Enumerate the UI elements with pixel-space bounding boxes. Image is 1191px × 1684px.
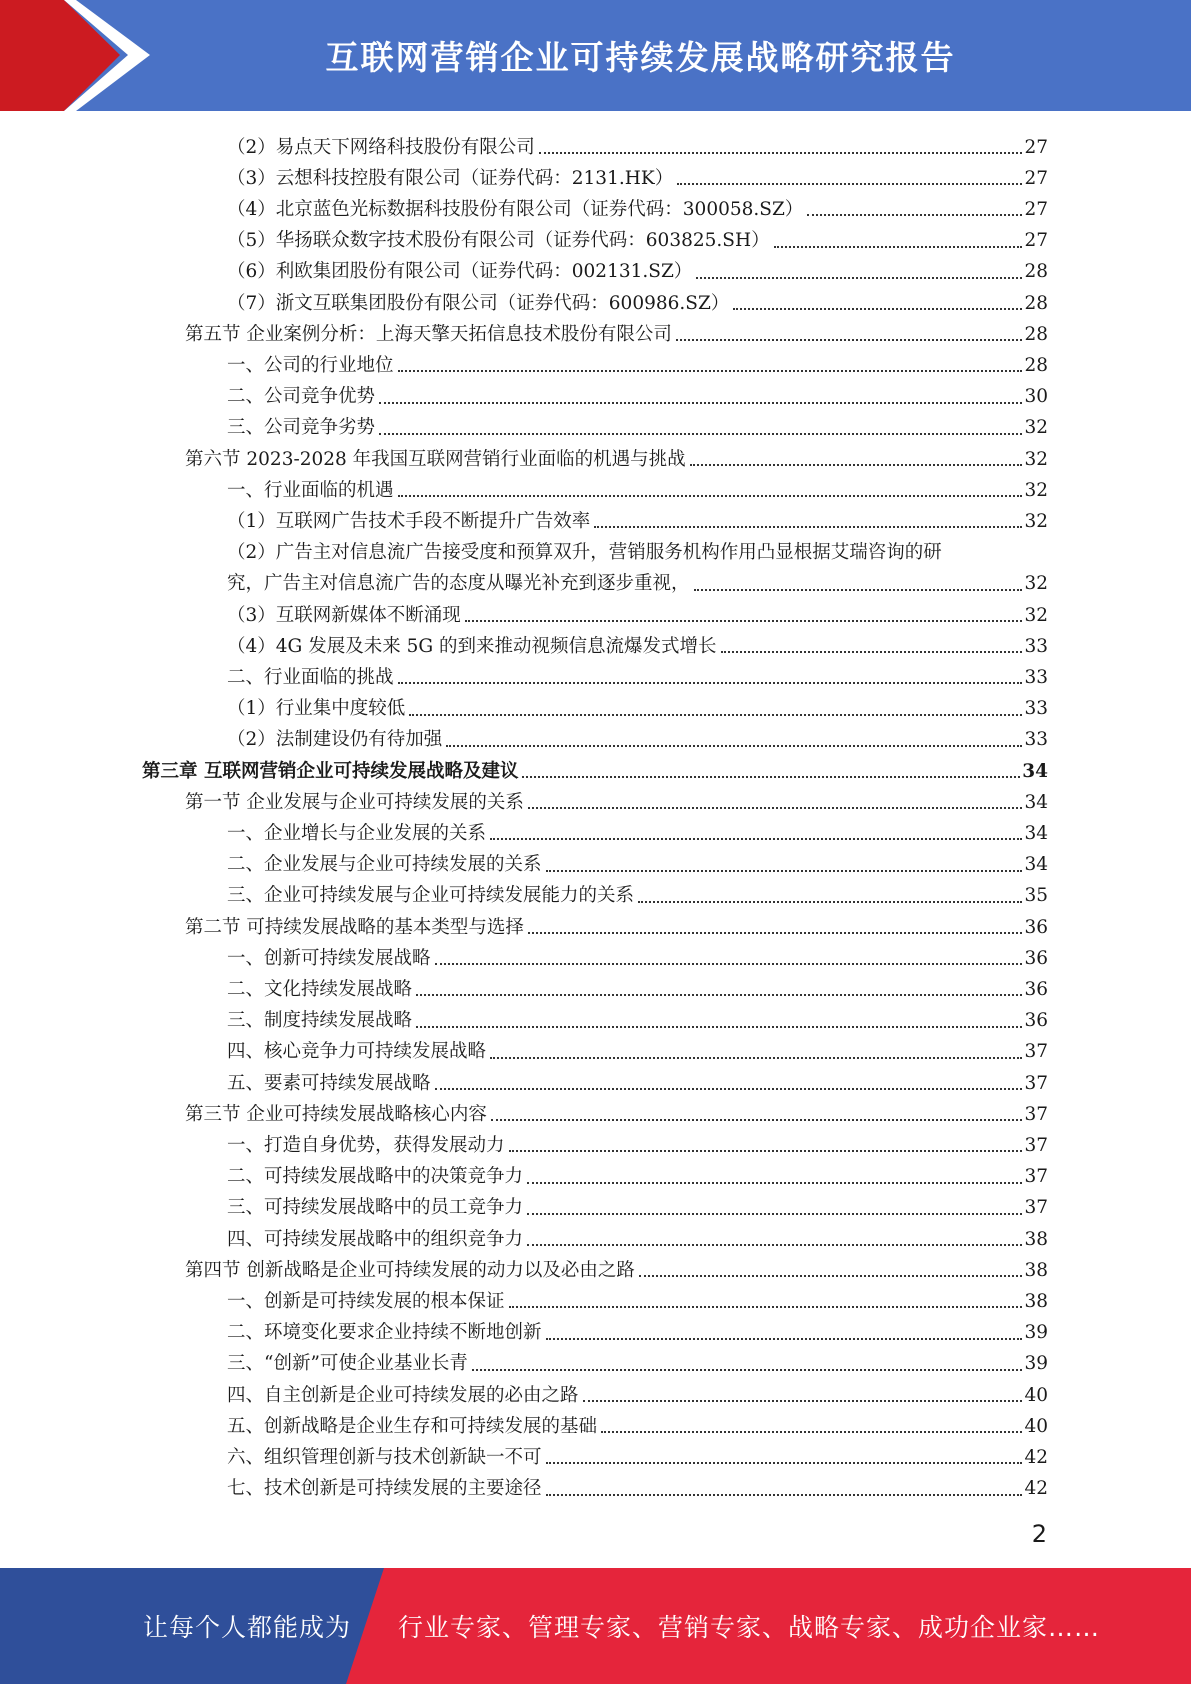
toc-page-number: 32 <box>1024 417 1048 439</box>
toc-section[interactable] <box>185 1093 1048 1124</box>
toc-entry[interactable] <box>227 1062 1048 1093</box>
toc-leader-dots <box>594 526 1022 528</box>
toc-leader-dots <box>416 994 1022 996</box>
toc-leader-dots <box>690 464 1023 466</box>
toc-entry-title: 三、可持续发展战略中的员工竞争力 <box>227 1197 524 1219</box>
toc-leader-dots <box>539 152 1023 154</box>
toc-leader-dots <box>527 1182 1022 1184</box>
toc-page-number: 28 <box>1024 292 1048 314</box>
toc-page-number: 36 <box>1024 978 1048 1000</box>
toc-section[interactable] <box>185 906 1048 937</box>
toc-entry-title: （7）浙文互联集团股份有限公司（证券代码：600986.SZ） <box>227 292 730 314</box>
toc-page-number: 34 <box>1022 760 1048 782</box>
toc-page-number: 37 <box>1024 1041 1048 1063</box>
toc-entry-title: 第五节 企业案例分析：上海天擎天拓信息技术股份有限公司 <box>185 323 672 345</box>
toc-entry[interactable] <box>227 220 1048 251</box>
toc-page-number: 36 <box>1024 916 1048 938</box>
toc-page-number: 34 <box>1024 791 1048 813</box>
toc-leader-dots <box>546 870 1023 872</box>
toc-leader-dots <box>528 807 1023 809</box>
toc-entry-title: （2）易点天下网络科技股份有限公司 <box>227 136 535 158</box>
toc-entry-title: 二、行业面临的挑战 <box>227 666 394 688</box>
toc-entry[interactable] <box>227 1031 1048 1062</box>
toc-entry-title: 二、可持续发展战略中的决策竞争力 <box>227 1166 524 1188</box>
toc-section[interactable] <box>185 1249 1048 1280</box>
toc-entry-title: 二、文化持续发展战略 <box>227 978 413 1000</box>
page-number: 2 <box>1031 1520 1047 1548</box>
toc-page-number: 39 <box>1024 1353 1048 1375</box>
toc-leader-dots <box>435 1088 1023 1090</box>
toc-leader-dots <box>379 433 1022 435</box>
toc-leader-dots <box>546 1338 1023 1340</box>
toc-entry[interactable] <box>227 469 1048 500</box>
toc-leader-dots <box>721 651 1023 653</box>
toc-page-number: 42 <box>1024 1478 1048 1500</box>
toc-leader-dots <box>398 495 1023 497</box>
toc-leader-dots <box>490 1057 1022 1059</box>
toc-entry-title: （4）北京蓝色光标数据科技股份有限公司（证券代码：300058.SZ） <box>227 198 804 220</box>
toc-entry[interactable] <box>227 1374 1048 1405</box>
toc-page-number: 32 <box>1024 573 1048 595</box>
toc-page-number: 37 <box>1024 1072 1048 1094</box>
toc-page-number: 38 <box>1024 1259 1048 1281</box>
toc-entry[interactable] <box>227 407 1048 438</box>
toc-entry[interactable] <box>227 1187 1048 1218</box>
toc-page-number: 37 <box>1024 1166 1048 1188</box>
toc-entry-title: （2）法制建设仍有待加强 <box>227 729 443 751</box>
toc-entry[interactable] <box>227 844 1048 875</box>
toc-entry-title: （5）华扬联众数字技术股份有限公司（证券代码：603825.SH） <box>227 230 770 252</box>
toc-entry-title: 六、组织管理创新与技术创新缺一不可 <box>227 1446 542 1468</box>
toc-entry[interactable] <box>227 188 1048 219</box>
toc-page-number: 33 <box>1024 698 1048 720</box>
toc-entry[interactable] <box>227 1436 1048 1467</box>
toc-leader-dots <box>472 1369 1023 1371</box>
toc-entry[interactable] <box>227 1156 1048 1187</box>
toc-page-number: 34 <box>1024 822 1048 844</box>
toc-leader-dots <box>583 1400 1023 1402</box>
toc-page-number: 36 <box>1024 947 1048 969</box>
toc-entry[interactable] <box>227 594 1048 625</box>
toc-leader-dots <box>677 183 1022 185</box>
toc-entry-title: 一、创新是可持续发展的根本保证 <box>227 1290 505 1312</box>
toc-entry-title: 一、创新可持续发展战略 <box>227 947 431 969</box>
toc-leader-dots <box>435 963 1023 965</box>
toc-entry-title: 第三节 企业可持续发展战略核心内容 <box>185 1103 487 1125</box>
toc-leader-dots <box>546 1462 1023 1464</box>
toc-entry-title: （3）云想科技控股有限公司（证券代码：2131.HK） <box>227 167 674 189</box>
toc-leader-dots <box>546 1494 1023 1496</box>
toc-entry-title: 四、核心竞争力可持续发展战略 <box>227 1041 487 1063</box>
toc-page-number: 33 <box>1024 729 1048 751</box>
toc-leader-dots <box>528 932 1023 934</box>
toc-entry-title: 究，广告主对信息流广告的态度从曝光补充到逐步重视， <box>227 573 690 595</box>
page-footer <box>0 1568 1191 1684</box>
toc-leader-dots <box>676 339 1023 341</box>
toc-entry-title: 一、企业增长与企业发展的关系 <box>227 822 487 844</box>
toc-entry-title: 四、自主创新是企业可持续发展的必由之路 <box>227 1384 579 1406</box>
toc-leader-dots <box>639 1275 1023 1277</box>
toc-entry-line <box>227 532 1048 563</box>
toc-leader-dots <box>733 308 1022 310</box>
toc-leader-dots <box>416 1026 1022 1028</box>
toc-entry[interactable] <box>227 719 1048 750</box>
toc-page-number: 40 <box>1024 1415 1048 1437</box>
toc-section[interactable] <box>185 313 1048 344</box>
toc-page-number: 27 <box>1024 167 1048 189</box>
toc-page-number: 37 <box>1024 1103 1048 1125</box>
toc-entry[interactable] <box>227 875 1048 906</box>
toc-page-number: 28 <box>1024 354 1048 376</box>
toc-entry-title: 第六节 2023-2028 年我国互联网营销行业面临的机遇与挑战 <box>185 448 686 470</box>
toc-entry-title: 二、环境变化要求企业持续不断地创新 <box>227 1322 542 1344</box>
toc-leader-dots <box>527 1244 1022 1246</box>
toc-entry[interactable] <box>227 1468 1048 1499</box>
toc-entry-title: 三、制度持续发展战略 <box>227 1010 413 1032</box>
toc-entry-title: 五、要素可持续发展战略 <box>227 1072 431 1094</box>
toc-page-number: 40 <box>1024 1384 1048 1406</box>
toc-leader-dots <box>638 901 1022 903</box>
toc-entry[interactable] <box>227 376 1048 407</box>
toc-leader-dots <box>694 589 1023 591</box>
toc-entry-title: 三、公司竞争劣势 <box>227 417 376 439</box>
toc-page-number: 34 <box>1024 854 1048 876</box>
toc-page-number: 32 <box>1024 479 1048 501</box>
page-header <box>0 0 1191 111</box>
toc-entry-title: 五、创新战略是企业生存和可持续发展的基础 <box>227 1415 598 1437</box>
toc-entry[interactable] <box>227 625 1048 656</box>
toc-leader-dots <box>509 1150 1023 1152</box>
toc-entry-title: 第三章 互联网营销企业可持续发展战略及建议 <box>142 760 519 782</box>
toc-leader-dots <box>522 776 1020 778</box>
toc-page-number: 37 <box>1024 1134 1048 1156</box>
toc-entry[interactable] <box>227 812 1048 843</box>
footer-slogan-right: 行业专家、管理专家、营销专家、战略专家、成功企业家…… <box>398 1613 1101 1642</box>
toc-leader-dots <box>601 1431 1022 1433</box>
toc-page-number: 42 <box>1024 1446 1048 1468</box>
toc-entry[interactable] <box>227 688 1048 719</box>
toc-entry[interactable] <box>227 157 1048 188</box>
toc-page-number: 39 <box>1024 1322 1048 1344</box>
toc-leader-dots <box>807 214 1022 216</box>
toc-leader-dots <box>774 246 1023 248</box>
toc-page-number: 28 <box>1024 261 1048 283</box>
toc-chapter[interactable] <box>142 750 1048 781</box>
toc-leader-dots <box>379 402 1022 404</box>
toc-page-number: 27 <box>1024 136 1048 158</box>
toc-entry-title: 一、打造自身优势，获得发展动力 <box>227 1134 505 1156</box>
toc-entry[interactable] <box>227 500 1048 531</box>
toc-entry[interactable] <box>227 251 1048 282</box>
toc-page-number: 36 <box>1024 1010 1048 1032</box>
toc-entry[interactable] <box>227 563 1048 594</box>
report-title: 互联网营销企业可持续发展战略研究报告 <box>325 38 956 77</box>
toc-entry[interactable] <box>227 1124 1048 1155</box>
toc-entry-title: 二、企业发展与企业可持续发展的关系 <box>227 854 542 876</box>
toc-section[interactable] <box>185 781 1048 812</box>
toc-entry-title: 七、技术创新是可持续发展的主要途径 <box>227 1478 542 1500</box>
toc-entry-title: （1）互联网广告技术手段不断提升广告效率 <box>227 510 591 532</box>
toc-entry-title: 三、企业可持续发展与企业可持续发展能力的关系 <box>227 885 635 907</box>
toc-leader-dots <box>398 370 1023 372</box>
toc-entry-title: 二、公司竞争优势 <box>227 386 376 408</box>
toc-entry[interactable] <box>227 1405 1048 1436</box>
toc-page-number: 38 <box>1024 1290 1048 1312</box>
toc-page-number: 28 <box>1024 323 1048 345</box>
toc-entry[interactable] <box>227 1312 1048 1343</box>
toc-entry-title: （3）互联网新媒体不断涌现 <box>227 604 461 626</box>
toc-page-number: 32 <box>1024 448 1048 470</box>
toc-entry-title: 第二节 可持续发展战略的基本类型与选择 <box>185 916 524 938</box>
toc-page-number: 38 <box>1024 1228 1048 1250</box>
footer-slogan-left: 让每个人都能成为 <box>143 1613 352 1642</box>
toc-leader-dots <box>465 620 1023 622</box>
toc-entry[interactable] <box>227 1218 1048 1249</box>
toc-entry-title: （4）4G 发展及未来 5G 的到来推动视频信息流爆发式增长 <box>227 635 717 657</box>
toc-page-number: 30 <box>1024 386 1048 408</box>
toc-leader-dots <box>509 1306 1023 1308</box>
toc-section[interactable] <box>185 438 1048 469</box>
toc-entry[interactable] <box>227 126 1048 157</box>
toc-leader-dots <box>446 745 1022 747</box>
toc-entry[interactable] <box>227 344 1048 375</box>
toc-leader-dots <box>409 714 1022 716</box>
toc-entry[interactable] <box>227 1280 1048 1311</box>
toc-entry[interactable] <box>227 1000 1048 1031</box>
toc-entry[interactable] <box>227 282 1048 313</box>
toc-page-number: 27 <box>1024 230 1048 252</box>
toc-leader-dots <box>491 1119 1023 1121</box>
toc-entry-title: 一、公司的行业地位 <box>227 354 394 376</box>
toc-entry-title: （2）广告主对信息流广告接受度和预算双升，营销服务机构作用凸显根据艾瑞咨询的研 <box>227 542 942 564</box>
toc-entry-title: 一、行业面临的机遇 <box>227 479 394 501</box>
toc-page-number: 33 <box>1024 635 1048 657</box>
toc-entry-title: 四、可持续发展战略中的组织竞争力 <box>227 1228 524 1250</box>
toc-page-number: 27 <box>1024 198 1048 220</box>
toc-leader-dots <box>490 838 1022 840</box>
toc-entry-title: 第一节 企业发展与企业可持续发展的关系 <box>185 791 524 813</box>
toc-page-number: 37 <box>1024 1197 1048 1219</box>
toc-entry-title: 三、“创新”可使企业基业长青 <box>227 1353 468 1375</box>
toc-entry-title: （1）行业集中度较低 <box>227 698 406 720</box>
toc-page-number: 32 <box>1024 604 1048 626</box>
toc-entry-title: 第四节 创新战略是企业可持续发展的动力以及必由之路 <box>185 1259 635 1281</box>
toc-page-number: 35 <box>1024 885 1048 907</box>
toc-leader-dots <box>398 682 1023 684</box>
toc-entry[interactable] <box>227 968 1048 999</box>
toc-entry[interactable] <box>227 656 1048 687</box>
toc-entry[interactable] <box>227 937 1048 968</box>
toc-page-number: 32 <box>1024 510 1048 532</box>
toc-page-number: 33 <box>1024 666 1048 688</box>
toc-entry-title: （6）利欧集团股份有限公司（证券代码：002131.SZ） <box>227 261 693 283</box>
toc-leader-dots <box>527 1213 1022 1215</box>
toc-leader-dots <box>696 277 1022 279</box>
toc-entry[interactable] <box>227 1343 1048 1374</box>
